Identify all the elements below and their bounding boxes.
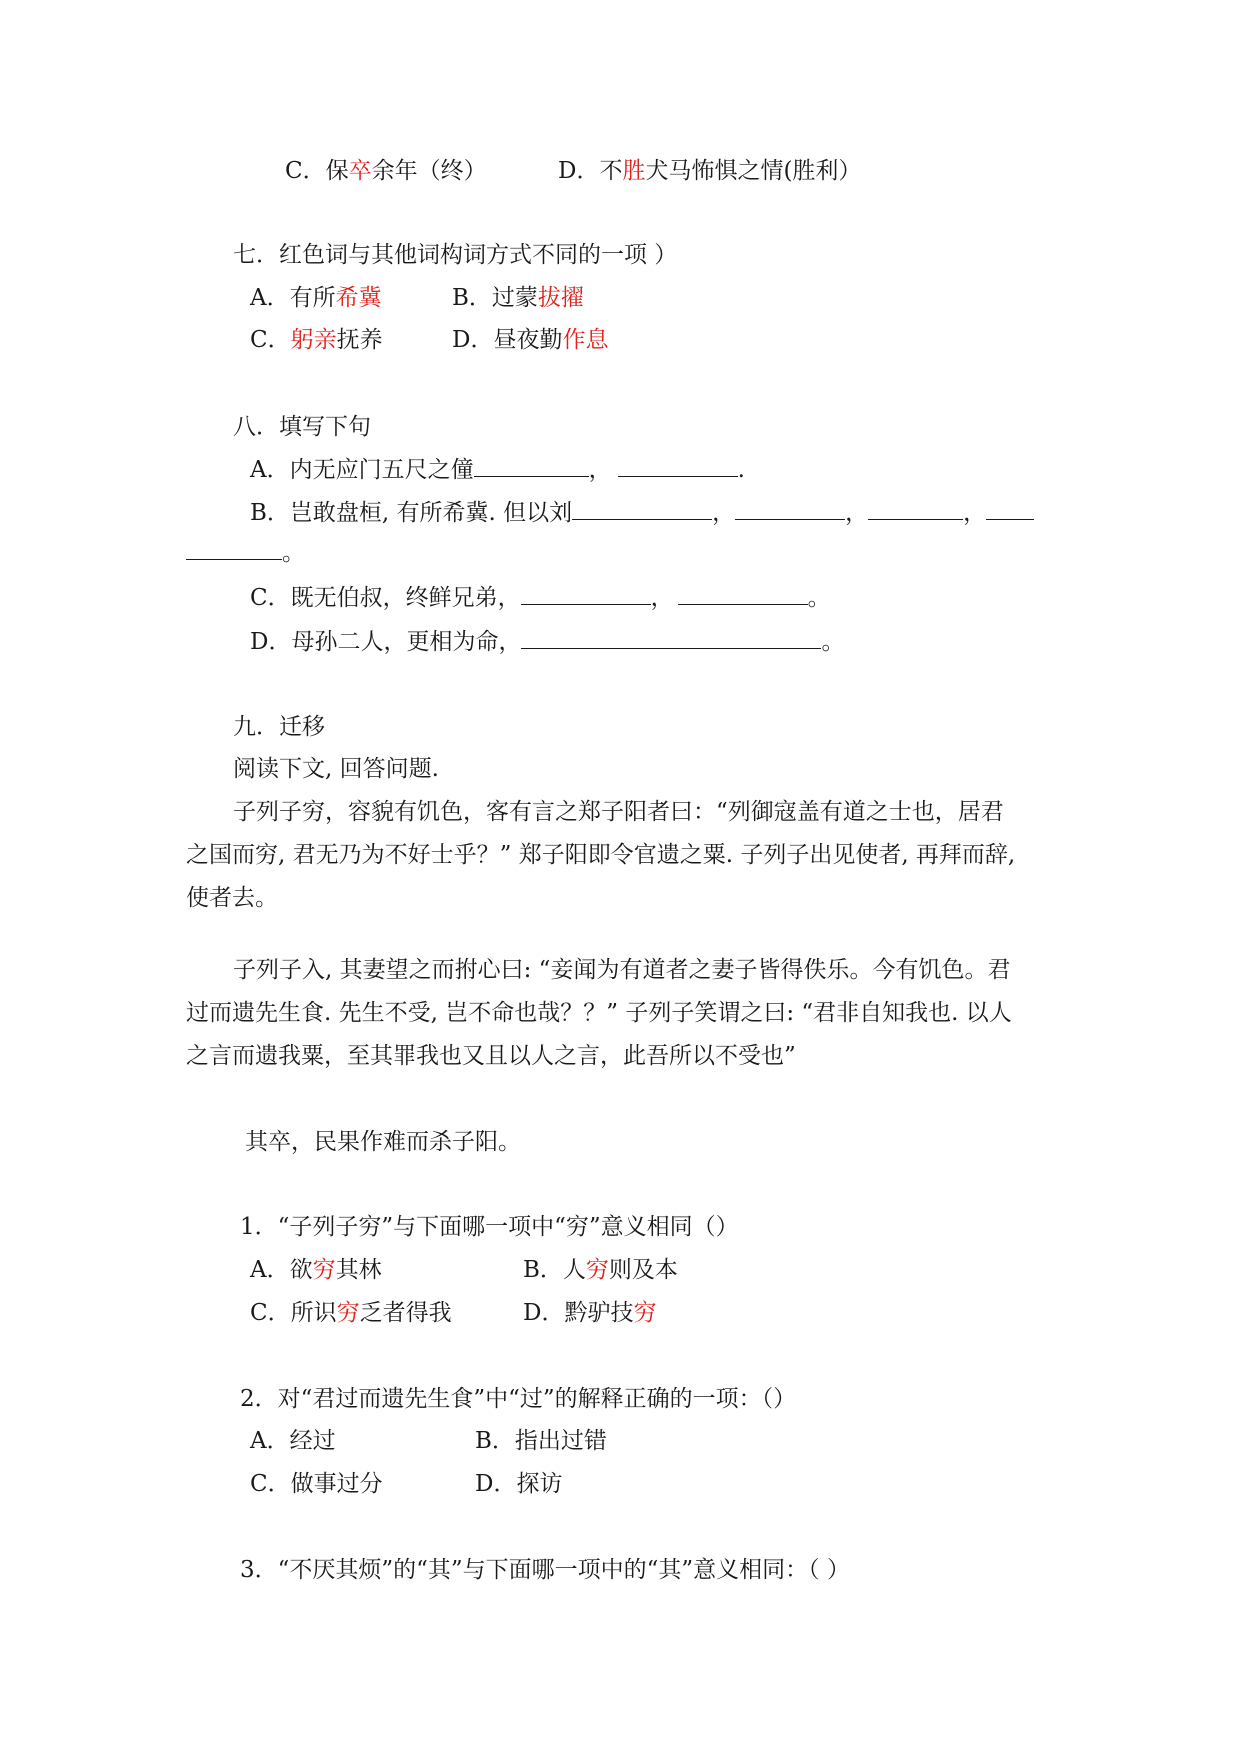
passage-line: 使者去。 (186, 885, 278, 911)
highlight-word: 穷 (312, 1257, 336, 1283)
fill-prompt: B．岂敢盘桓, 有所希冀. 但以刘 (250, 500, 573, 526)
q1-option-d (523, 1298, 656, 1328)
option-c-s6 (285, 156, 487, 186)
option-b-s7 (452, 283, 584, 313)
option-text: B．过蒙 (452, 285, 538, 311)
fill-line-b-cont (186, 538, 305, 568)
punctuation: 。 (807, 585, 831, 611)
q1-option-c (250, 1298, 452, 1328)
answer-blank[interactable] (521, 584, 651, 605)
option-text: 余年（终） (371, 158, 487, 184)
answer-blank[interactable] (868, 499, 963, 520)
passage-line: 子列子穷，容貌有饥色，客有言之郑子阳者曰：“列御寇盖有道之士也，居君 (233, 799, 1004, 825)
fill-prompt: A．内无应门五尺之僮 (250, 457, 474, 483)
answer-blank[interactable] (474, 456, 589, 477)
fill-line-d (250, 627, 844, 657)
option-text: 乏者得我 (359, 1300, 452, 1326)
q2-option-a: A．经过 (250, 1428, 336, 1454)
option-text: C．保 (285, 158, 349, 184)
punctuation: 。 (821, 629, 845, 655)
option-c-s7 (250, 325, 383, 355)
question-2-stem: 2．对“君过而遗先生食”中“过”的解释正确的一项：（） (240, 1386, 797, 1412)
highlight-word: 希冀 (335, 285, 382, 311)
section-8-title: 八．填写下句 (233, 414, 371, 440)
punctuation: ， (588, 457, 612, 483)
punctuation: . (737, 457, 745, 483)
question-1-stem: 1．“子列子穷”与下面哪一项中“穷”意义相同（） (240, 1214, 739, 1240)
answer-blank[interactable] (986, 499, 1034, 520)
passage-line: 过而遗先生食. 先生不受, 岂不命也哉？？” 子列子笑谓之曰: “君非自知我也. 以人 (186, 1000, 1012, 1026)
highlight-word: 穷 (585, 1257, 609, 1283)
passage-line: 之国而穷, 君无乃为不好士乎？” 郑子阳即令官遗之粟. 子列子出见使者, 再拜而辞, (186, 842, 1016, 868)
highlight-word: 胜 (622, 158, 646, 184)
answer-blank[interactable] (572, 499, 712, 520)
option-text: 则及本 (608, 1257, 678, 1283)
option-text: C．所识 (250, 1300, 337, 1326)
highlight-word: 穷 (336, 1300, 360, 1326)
punctuation: ， (712, 500, 736, 526)
reading-intro: 阅读下文, 回答问题. (233, 756, 439, 782)
q2-option-b: B．指出过错 (475, 1428, 607, 1454)
fill-line-a (250, 455, 745, 485)
answer-blank[interactable] (678, 584, 808, 605)
option-text: 其林 (335, 1257, 382, 1283)
q2-option-c: C．做事过分 (250, 1471, 383, 1497)
option-d-s7 (452, 325, 608, 355)
answer-blank[interactable] (618, 456, 738, 477)
option-text: D．不 (558, 158, 623, 184)
question-3-stem: 3．“不厌其烦”的“其”与下面哪一项中的“其”意义相同：（ ） (240, 1557, 850, 1583)
passage-line: 其卒，民果作难而杀子阳。 (245, 1129, 521, 1155)
answer-blank[interactable] (186, 539, 282, 560)
option-d-s6 (558, 156, 861, 186)
highlight-word: 卒 (348, 158, 372, 184)
fill-line-b (250, 498, 1034, 528)
option-text: C． (250, 327, 291, 353)
q2-option-d: D．探访 (475, 1471, 563, 1497)
option-a-s7 (250, 283, 382, 313)
passage-line: 之言而遗我粟，至其罪我也又且以人之言，此吾所以不受也” (186, 1043, 796, 1069)
option-text: 犬马怖惧之情(胜利） (645, 158, 862, 184)
fill-line-c (250, 583, 831, 613)
option-text: 抚养 (336, 327, 383, 353)
highlight-word: 作息 (562, 327, 609, 353)
answer-blank[interactable] (735, 499, 845, 520)
option-text: A．欲 (250, 1257, 313, 1283)
punctuation: ， (845, 500, 869, 526)
section-7-title: 七．红色词与其他词构词方式不同的一项 ） (233, 242, 678, 268)
q1-option-b (523, 1255, 678, 1285)
option-text: B．人 (523, 1257, 586, 1283)
option-text: D．黔驴技 (523, 1300, 634, 1326)
fill-prompt: C．既无伯叔，终鲜兄弟， (250, 585, 521, 611)
option-text: A．有所 (250, 285, 336, 311)
q1-option-a (250, 1255, 382, 1285)
section-9-title: 九．迁移 (233, 714, 325, 740)
option-text: D．昼夜勤 (452, 327, 563, 353)
highlight-word: 拔擢 (537, 285, 584, 311)
fill-prompt: D．母孙二人，更相为命， (250, 629, 522, 655)
answer-blank[interactable] (521, 628, 821, 649)
punctuation: ， (963, 500, 987, 526)
highlight-word: 穷 (633, 1300, 657, 1326)
passage-line: 子列子入, 其妻望之而拊心曰: “妾闻为有道者之妻子皆得佚乐。今有饥色。君 (233, 957, 1011, 983)
punctuation: 。 (282, 540, 305, 566)
highlight-word: 躬亲 (290, 327, 337, 353)
punctuation: ， (650, 585, 674, 611)
